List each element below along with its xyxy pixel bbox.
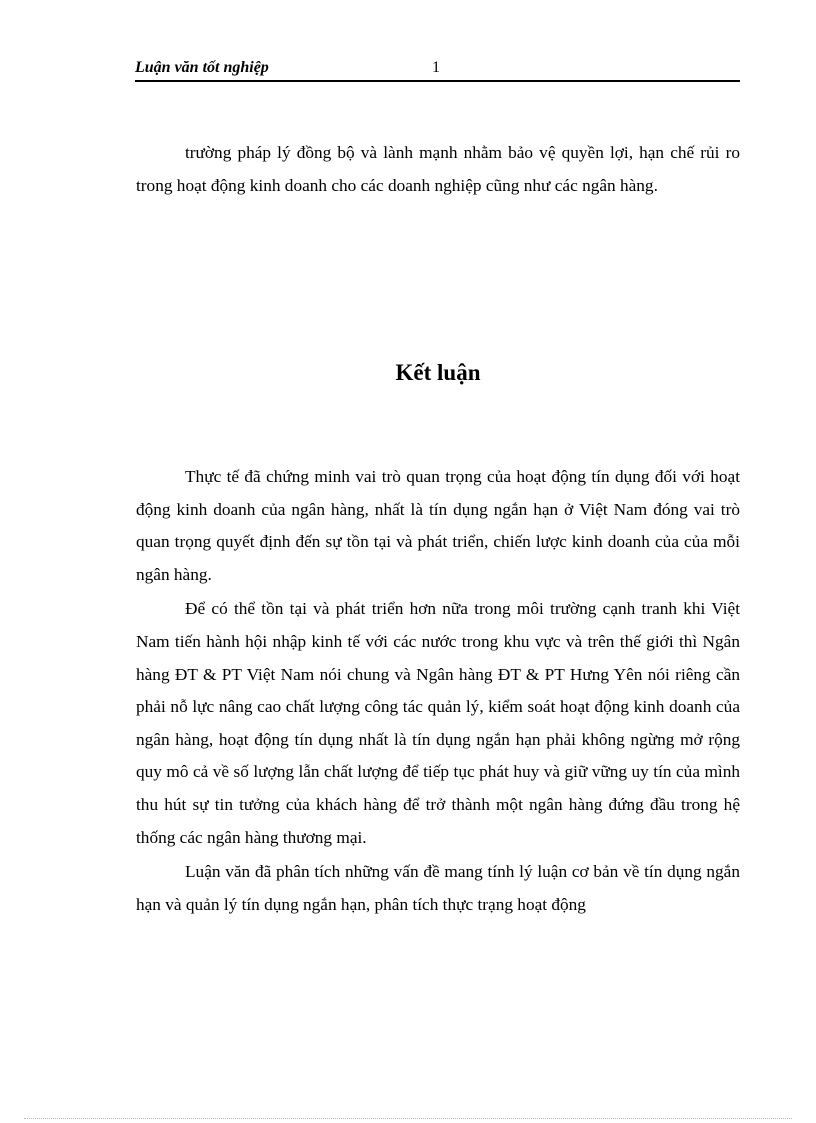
header-title: Luận văn tốt nghiệp bbox=[135, 59, 269, 76]
intro-paragraph: trường pháp lý đồng bộ và lành mạnh nhằm bảo vệ quyền lợi, hạn chế rủi ro trong hoạt động kinh doanh cho các doanh nghiệp cũng như các ngân hàng. bbox=[136, 143, 740, 195]
conclusion-body bbox=[136, 461, 740, 923]
page-bottom-rule bbox=[24, 1118, 792, 1119]
conclusion-paragraph-3: Luận văn đã phân tích những vấn đề mang tính lý luận cơ bản về tín dụng ngắn hạn và quản lý tín dụng ngắn hạn, phân tích thực trạng hoạt động bbox=[136, 862, 740, 914]
intro-section bbox=[136, 137, 740, 202]
section-heading: Kết luận bbox=[395, 360, 481, 385]
conclusion-paragraph-2: Để có thể tồn tại và phát triển hơn nữa trong môi trường cạnh tranh khi Việt Nam tiến hành hội nhập kinh tế với các nước trong khu vực và trên thế giới thì Ngân hàng ĐT & PT Việt Nam nói chung và Ngân hàng ĐT & PT Hưng Yên nói riêng cần phải nỗ lực nâng cao chất lượng công tác quản lý, kiểm soát hoạt động kinh doanh của ngân hàng, hoạt động tín dụng nhất là tín dụng ngắn hạn phải không ngừng mở rộng quy mô cả về số lượng lẫn chất lượng để tiếp tục phát huy và giữ vững uy tín của mình thu hút sự tin tưởng của khách hàng để trở thành một ngân hàng đứng đầu trong hệ thống các ngân hàng thương mại. bbox=[136, 599, 740, 847]
page-header bbox=[135, 58, 740, 82]
page-number: 1 bbox=[432, 59, 440, 76]
conclusion-paragraph-1: Thực tế đã chứng minh vai trò quan trọng của hoạt động tín dụng đối với hoạt động kinh doanh của ngân hàng, nhất là tín dụng ngắn hạn ở Việt Nam đóng vai trò quan trọng quyết định đến sự tồn tại và phát triển, chiến lược kinh doanh của của mỗi ngân hàng. bbox=[136, 467, 740, 584]
